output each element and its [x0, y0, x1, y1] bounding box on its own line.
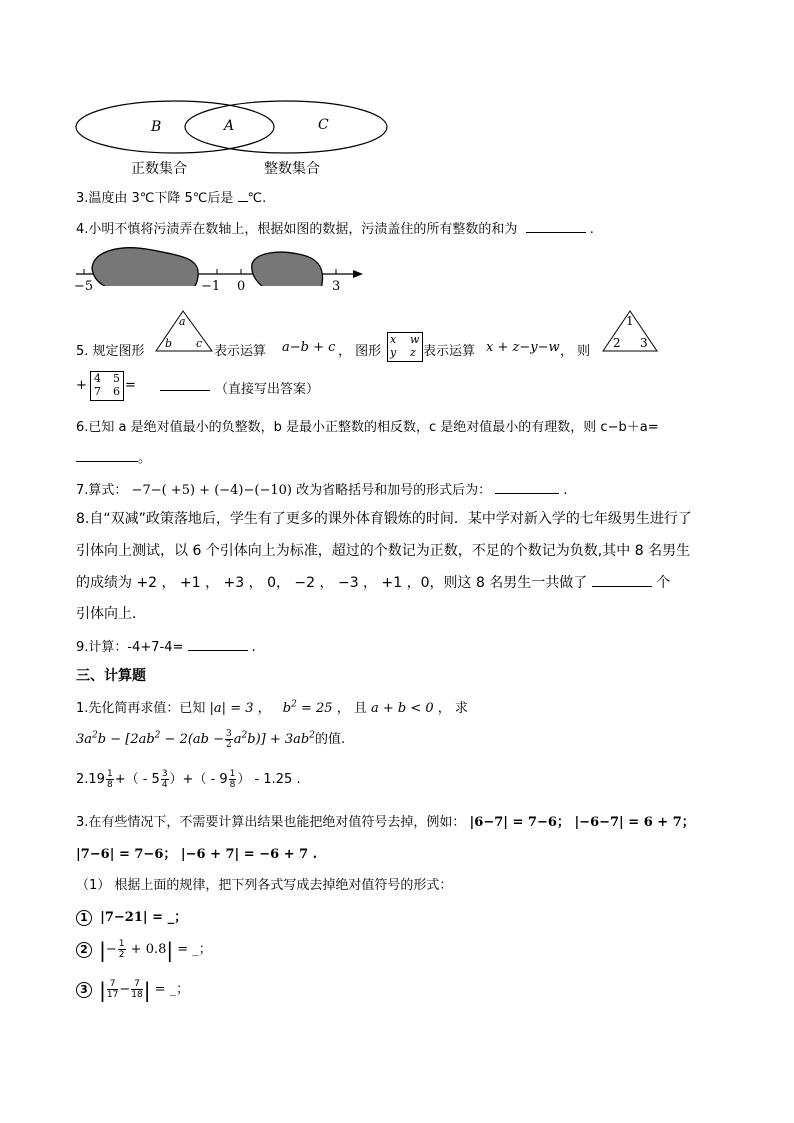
- question-5: [76, 309, 676, 359]
- venn-letter-c: C: [318, 117, 329, 133]
- item-2-eq: = _；: [173, 942, 212, 957]
- box1-tr: w: [410, 333, 420, 346]
- q9-end: .: [251, 640, 256, 655]
- q5-note: （直接写出答案）: [215, 382, 320, 397]
- c1-tail: ， 求: [437, 701, 468, 716]
- c1-cond2: [283, 701, 333, 716]
- item-3-f2d: 18: [131, 990, 143, 1000]
- c1-e9: 2: [309, 730, 315, 741]
- q5-blank: [160, 378, 210, 391]
- item-2-fraction: [118, 939, 126, 960]
- c2-f2d: 4: [161, 780, 168, 790]
- q7-expr: −7−( +5) + (−4)−(−10): [131, 483, 292, 498]
- question-5-line-2: [76, 371, 476, 403]
- item-3-fraction-2: [131, 979, 142, 1000]
- q8-line3-text: 的成绩为 +2 ， +1 ， +3 ， 0， −2 ， −3 ， +1 ，0，则这 8 名男生一共做了: [76, 575, 588, 591]
- calc-1-line-1: [76, 697, 468, 716]
- c2-frac1: [106, 769, 114, 790]
- venn-letter-b: B: [151, 119, 162, 135]
- question-8-line-3: [76, 572, 670, 592]
- question-3: [76, 187, 266, 206]
- q7-end: .: [563, 483, 568, 498]
- box2-tl: 4: [94, 372, 101, 385]
- q6-blank: [76, 449, 138, 462]
- q5-expr2: x + z−y−w: [486, 340, 560, 355]
- c1-sep1: ，: [257, 701, 271, 716]
- item-3-f1n: 7: [107, 979, 118, 990]
- tri1-top: a: [179, 315, 186, 328]
- q7-blank: [495, 481, 559, 494]
- box2-br: 6: [113, 385, 120, 398]
- c2-p1: 2.19: [76, 772, 105, 787]
- item-3-fraction-1: [107, 979, 118, 1000]
- q9-text: 9.计算：-4+7-4=: [76, 640, 184, 655]
- c1-e3: b − [2ab: [97, 732, 155, 747]
- c2-f2n: 3: [161, 769, 168, 779]
- stain-left: [92, 248, 198, 286]
- c2-f1d: 8: [106, 780, 113, 790]
- item-2-rest: + 0.8: [126, 942, 167, 957]
- c2-p4: ） - 1.25 .: [237, 772, 301, 787]
- c1-cond2-exp: 2: [291, 699, 297, 710]
- q5-then: ， 则: [560, 344, 591, 359]
- box1-bl: y: [390, 346, 397, 359]
- q5-op1-label: 表示运算: [214, 344, 267, 359]
- q6-end: 。: [138, 451, 152, 466]
- q5-plus: +: [76, 378, 87, 393]
- q3-unit: ℃.: [247, 191, 267, 206]
- venn-label-integer: 整数集合: [264, 161, 320, 177]
- c2-f3d: 8: [229, 780, 236, 790]
- q5-op2-label: 表示运算: [423, 344, 476, 359]
- c1-sep2: ， 且: [336, 701, 367, 716]
- calc-3-sub-1: （1） 根据上面的规律，把下列各式写成去掉绝对值符号的形式：: [76, 878, 453, 893]
- item-3-abs-left: |: [99, 977, 106, 1002]
- box-figure-2: [90, 371, 124, 401]
- box-figure-1: [387, 332, 423, 362]
- c2-f1n: 1: [106, 769, 113, 779]
- c1-cond2-base: b: [282, 701, 292, 716]
- tri2-left: 2: [613, 336, 621, 350]
- venn-letter-a: A: [224, 118, 235, 134]
- c1-e1: 3a: [76, 732, 93, 747]
- box1-br: z: [410, 346, 416, 359]
- item-2-abs-right: |: [166, 937, 174, 962]
- q8-blank: [592, 574, 652, 587]
- calc-1-expression: [76, 728, 345, 750]
- item-3-eq: = _；: [150, 982, 190, 997]
- q8-line3-unit: 个: [656, 575, 671, 591]
- c3-line1-examples: |6−7| = 7−6； |−6−7| = 6 + 7；: [469, 815, 695, 830]
- calc-3-item-3: [76, 978, 189, 1004]
- number-line: [72, 246, 372, 286]
- nl-label-3: 3: [332, 279, 341, 294]
- item-3-f1d: 17: [106, 990, 119, 1000]
- c1-prefix: 1.先化简再求值：已知: [76, 701, 206, 716]
- nl-label-minus5: −5: [74, 279, 94, 294]
- c2-p3: ）+（ - 9: [169, 772, 228, 787]
- item-2-frac-num: 1: [118, 939, 125, 949]
- calc-3-line-1: [76, 811, 695, 830]
- question-6-line-2: [76, 447, 151, 466]
- c1-e7: 2: [241, 730, 248, 741]
- c1-e5: − 2(ab −: [160, 732, 225, 747]
- q5-expr1: a−b + c: [282, 340, 336, 355]
- c2-f3n: 1: [229, 769, 236, 779]
- item-3-marker: 3: [76, 982, 92, 998]
- q5-prefix: 5. 规定图形: [76, 344, 145, 359]
- question-9: [76, 636, 256, 655]
- q7-pre: 7.算式：: [76, 483, 128, 498]
- venn-label-positive: 正数集合: [131, 161, 187, 177]
- c3-line1-text: 3.在有些情况下，不需要计算出结果也能把绝对值符号去掉，例如：: [76, 815, 466, 830]
- q3-text: 3.温度由 3℃下降 5℃后是: [76, 191, 238, 206]
- q5-eq: =: [125, 378, 136, 393]
- item-1-expr: |7−21| = _；: [100, 910, 188, 925]
- q9-blank: [188, 638, 248, 651]
- item-2-frac-den: 2: [118, 950, 125, 960]
- question-6-line-1: 6.已知 a 是绝对值最小的负整数，b 是最小正整数的相反数，c 是绝对值最小的有理数，则 c−b＋a=: [76, 420, 659, 435]
- c1-frac-num: 3: [226, 729, 232, 739]
- triangle-figure-2: [601, 309, 659, 355]
- calc-3-line-2: |7−6| = 7−6； |−6 + 7| = −6 + 7 .: [76, 847, 318, 862]
- c1-fraction: [225, 729, 233, 750]
- item-2-minus: −: [105, 942, 117, 957]
- calc-3-item-1: [76, 906, 187, 926]
- c1-e6: a: [233, 732, 242, 747]
- question-8-line-1: 8.自“双减”政策落地后，学生有了更多的课外体育锻炼的时间．某中学对新入学的七年级男生进行了: [76, 511, 692, 527]
- q7-post: 改为省略括号和加号的形式后为：: [296, 483, 492, 498]
- triangle-figure-1: [154, 309, 214, 355]
- c1-cond1: |a| = 3: [209, 701, 254, 716]
- question-7: [76, 479, 568, 498]
- question-4: [76, 218, 594, 237]
- c1-cond2-val: = 25: [296, 701, 333, 716]
- number-line-figure: [72, 246, 372, 302]
- tri2-top: 1: [626, 314, 634, 328]
- calc-2: [76, 768, 301, 790]
- q4-blank: [526, 220, 586, 233]
- item-2-marker: 2: [76, 942, 92, 958]
- c1-cond3: a + b < 0: [370, 701, 434, 716]
- question-8-line-2: 引体向上测试，以 6 个引体向上为标准，超过的个数记为正数，不足的个数记为负数,其中 8 名男生: [76, 543, 691, 559]
- c1-e4: 2: [154, 730, 161, 741]
- c2-frac3: [229, 769, 237, 790]
- c1-e8: b)] + 3ab: [247, 732, 310, 747]
- tri1-right: c: [196, 337, 203, 350]
- item-1-marker: 1: [76, 910, 92, 926]
- item-3-f2n: 7: [131, 979, 142, 990]
- c2-frac2: [161, 769, 169, 790]
- tri2-right: 3: [640, 336, 648, 350]
- box2-tr: 5: [113, 372, 120, 385]
- nl-label-0: 0: [237, 279, 246, 294]
- c2-p2: +（ - 5: [114, 772, 160, 787]
- venn-diagram: [74, 98, 394, 183]
- q5-mid: ， 图形: [338, 344, 382, 359]
- stain-right: [252, 252, 323, 286]
- c1-e2: 2: [92, 730, 98, 741]
- nl-label-minus1: −1: [201, 279, 221, 294]
- q3-blank: [238, 189, 248, 202]
- q4-end: .: [589, 222, 594, 237]
- box2-bl: 7: [94, 385, 101, 398]
- q4-text: 4.小明不慎将污渍弄在数轴上，根据如图的数据，污渍盖住的所有整数的和为: [76, 222, 518, 237]
- section-3-heading: 三、计算题: [76, 668, 146, 684]
- calc-3-item-2: [76, 938, 212, 962]
- item-3-minus: −: [119, 982, 131, 997]
- item-3-abs-right: |: [143, 977, 151, 1002]
- box1-tl: x: [390, 333, 397, 346]
- c1-e10: 的值.: [314, 732, 346, 747]
- question-8-line-4: 引体向上．: [76, 606, 146, 622]
- item-2-abs-left: |: [99, 937, 106, 962]
- tri1-left: b: [165, 337, 173, 350]
- c1-frac-den: 2: [226, 740, 232, 750]
